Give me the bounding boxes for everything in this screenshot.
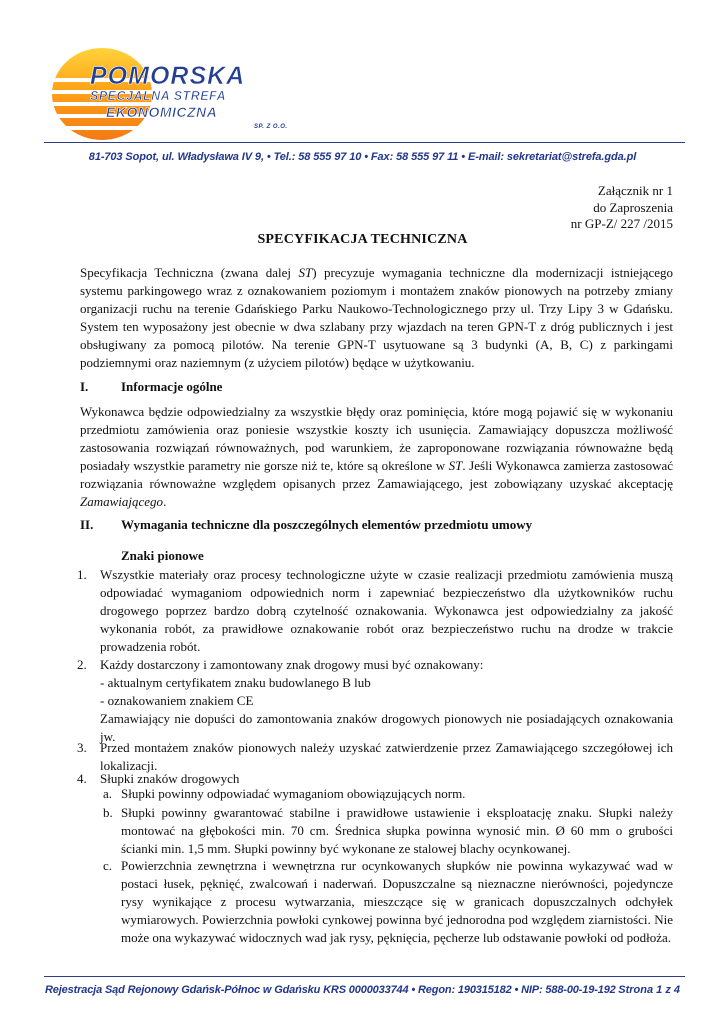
list-item-number: 4.	[77, 771, 87, 786]
st-abbreviation: ST	[298, 265, 313, 280]
list-item-text: Słupki znaków drogowych	[100, 771, 240, 786]
section-1-title: Informacje ogólne	[121, 379, 223, 394]
list-item-number: 1.	[77, 567, 87, 582]
company-logo	[50, 44, 288, 140]
reference-line-1: Załącznik nr 1	[597, 183, 673, 198]
subheading-vertical-signs: Znaki pionowe	[121, 548, 204, 563]
reference-line-3: nr GP-Z/ 227 /2015	[570, 216, 673, 231]
list-item-marking: Każdy dostarczony i zamontowany znak drogowy musi być oznakowany: - aktualnym certyfikatem znaku budowlanego B lub - oznakowaniem znakiem CE Zamawiający nie dopuści do zamontowania znaków drogowych pionowych nie posiadających oznakowania jw.	[100, 657, 673, 744]
footer-registration: Rejestracja Sąd Rejonowy Gdańsk-Północ w Gdańsku KRS 0000033744 • Regon: 190315182 • NIP: 588-00-19-192	[45, 984, 616, 996]
logo-title: POMORSKA	[90, 62, 246, 90]
list-item-text: Wszystkie materiały oraz procesy technologiczne użyte w czasie realizacji przedmiotu zamówienia muszą odpowiadać wymaganiom odpowiednich norm i zapewniać bezpieczeństwo dla użytkowników ruchu drogowego poprzez bardzo dobrą czytelność oznakowania. Wykonawca jest odpowiedzialny za jakość wykonania robót, za prawidłowe oznakowanie robót oraz bezpieczeństwo ruchu na drodze w trakcie prowadzenia robót.	[100, 567, 673, 654]
list-item-number: 3.	[77, 740, 87, 755]
sub-item-text: Słupki powinny odpowiadać wymaganiom obowiązujących norm.	[121, 786, 466, 801]
sub-item-letter: b.	[103, 805, 113, 820]
reference-line-2: do Zaproszenia	[593, 199, 673, 215]
sub-item-letter: a.	[103, 786, 113, 801]
document-title: SPECYFIKACJA TECHNICZNA	[257, 232, 468, 247]
sub-item-text: Powierzchnia zewnętrzna i wewnętrzna rur ocynkowanych słupków nie powinna wykazywać wad w postaci łusek, pęknięć, zwalcowań i naderwań. Dopuszczalne są nieznaczne nierówności, pojedyncze rysy wynikające z procesu wytwarzania, mieszczące się w granicach dopuszczalnych odchyłek wymiarowych. Powierzchnia powłoki cynkowej powinna być jednorodna pod względem ziarnistości. Nie może ona wykazywać widocznych wad jak rysy, pęknięcia, pęcherze lub odstawanie powłoki od podłoża.	[121, 858, 673, 945]
logo-subtitle-2: EKONOMICZNA	[106, 104, 218, 120]
intro-paragraph: Specyfikacja Techniczna (zwana dalej ST) precyzuje wymagania techniczne dla modernizacji istniejącego systemu parkingowego wraz z oznakowaniem poziomym i montażem znaków pionowych na potrzeby zmiany organizacji ruchu na terenie Gdańskiego Parku Naukowo-Technologicznego przy ul. Trzy Lipy 3 w Gdańsku. System ten wyposażony jest obecnie w dwa szlabany przy wjazdach na teren GPN-T z dróg publicznych i jest obsługiwany za pomocą pilotów. Na terenie GPN-T usytuowane są 3 budynki (A, B, C) z parkingami podziemnymi oraz naziemnym (z użyciem pilotów) będące w użytkowaniu.	[80, 265, 674, 370]
section-1-number: I.	[80, 379, 89, 394]
sub-item-text: Słupki powinny gwarantować stabilne i prawidłowe ustawienie i eksploatację znaku. Słupki należy montować na głębokości min. 70 cm. Średnica słupka powinna wynosić min. Ø 60 mm o grubości ścianki min. 1,5 mm. Słupki powinny być wykonane ze stalowej blachy ocynkowanej.	[121, 805, 673, 856]
section-1-paragraph: Wykonawca będzie odpowiedzialny za wszystkie błędy oraz pominięcia, które mogą pojawić się w wykonaniu przedmiotu zamówienia oraz poniesie wszystkie koszty ich usunięcia. Zamawiający dopuszcza możliwość zastosowania rozwiązań równoważnych, pod warunkiem, że zaproponowane rozwiązania równoważne będą posiadały wszystkie parametry nie gorsze niż te, które są określone w ST. Jeśli Wykonawca zamierza zastosować rozwiązania równoważne względem opisanych przez Zamawiającego, jest zobowiązany uzyskać akceptację Zamawiającego.	[80, 404, 673, 509]
sub-item-letter: c.	[103, 858, 113, 873]
footer-divider	[44, 976, 685, 977]
logo-suffix: SP. Z O.O.	[254, 124, 288, 130]
page-number: Strona 1 z 4	[618, 984, 680, 996]
logo-subtitle-1: SPECJALNA STREFA	[90, 89, 227, 103]
contact-line: 81-703 Sopot, ul. Władysława IV 9, • Tel.: 58 555 97 10 • Fax: 58 555 97 11 • E-mail: sekretariat@strefa.gda.pl	[88, 151, 637, 163]
section-2-number: II.	[80, 517, 94, 532]
header-divider	[44, 142, 685, 143]
list-item-text: Przed montażem znaków pionowych należy uzyskać zatwierdzenie przez Zamawiającego szczegółowej ich lokalizacji.	[100, 740, 673, 773]
document-reference	[571, 183, 673, 233]
section-2-title: Wymagania techniczne dla poszczególnych elementów przedmiotu umowy	[121, 517, 533, 532]
list-item-number: 2.	[77, 657, 87, 672]
